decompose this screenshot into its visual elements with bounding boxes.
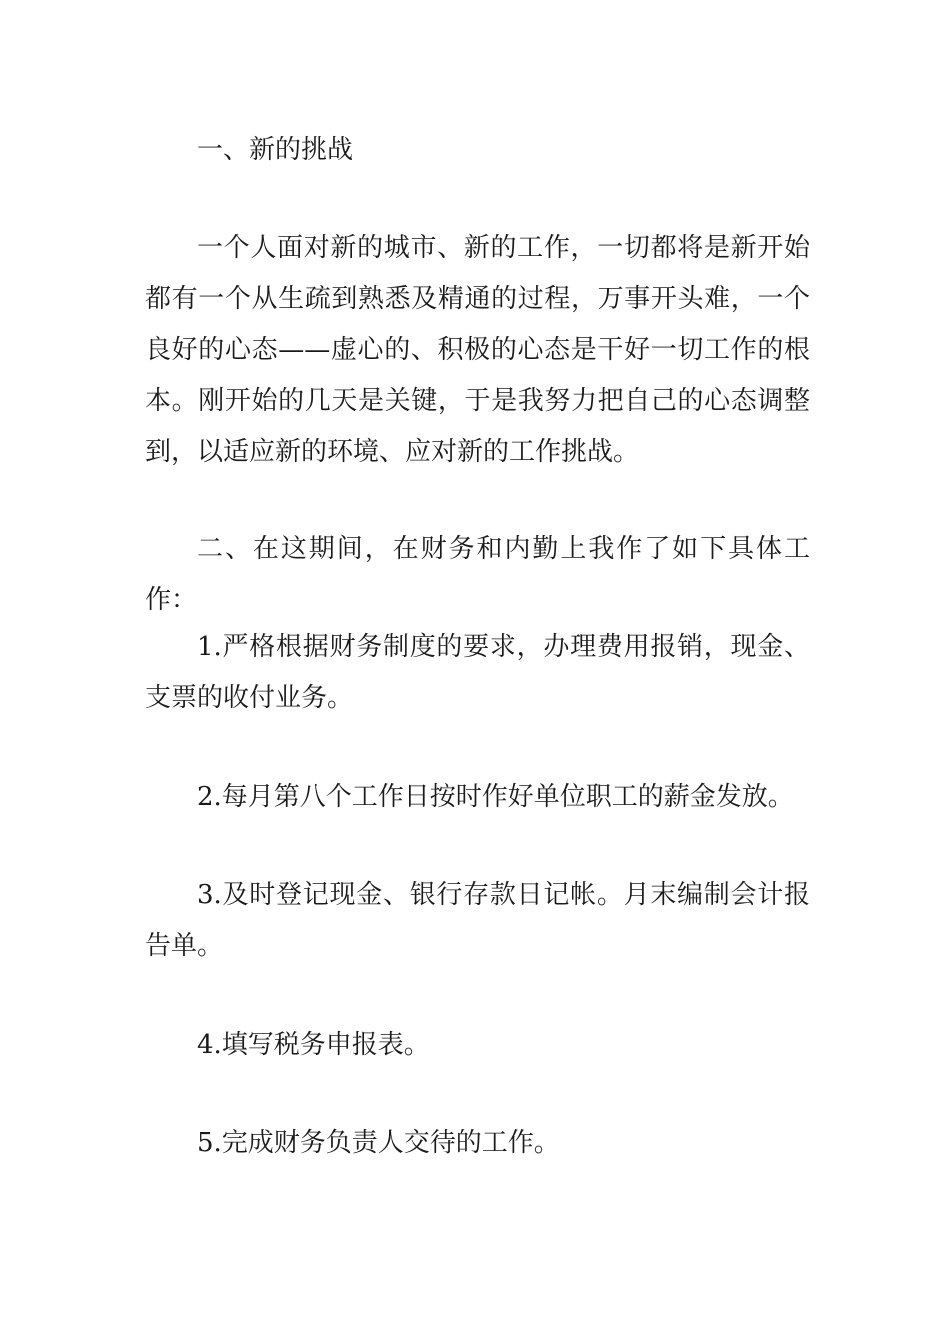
list-item-1: 1.严格根据财务制度的要求，办理费用报销，现金、支票的收付业务。 [145, 632, 810, 713]
list-item-5: 5.完成财务负责人交待的工作。 [197, 1128, 560, 1158]
list-item-4: 4.填写税务申报表。 [197, 1030, 430, 1060]
body-paragraph-mindset: 一个人面对新的城市、新的工作，一切都将是新开始都有一个从生疏到熟悉及精通的过程，万事开头难，一个良好的心态——虚心的、积极的心态是干好一切工作的根本。刚开始的几天是关键，于是我努力把自己的心态调整到，以适应新的环境、应对新的工作挑战。 [145, 233, 810, 467]
section-heading-work-done: 二、在这期间，在财务和内勤上我作了如下具体工作： [145, 534, 810, 615]
list-item-3: 3.及时登记现金、银行存款日记帐。月末编制会计报告单。 [145, 880, 810, 961]
section-heading-new-challenge: 一、新的挑战 [197, 135, 354, 165]
list-item-2: 2.每月第八个工作日按时作好单位职工的薪金发放。 [197, 782, 794, 812]
